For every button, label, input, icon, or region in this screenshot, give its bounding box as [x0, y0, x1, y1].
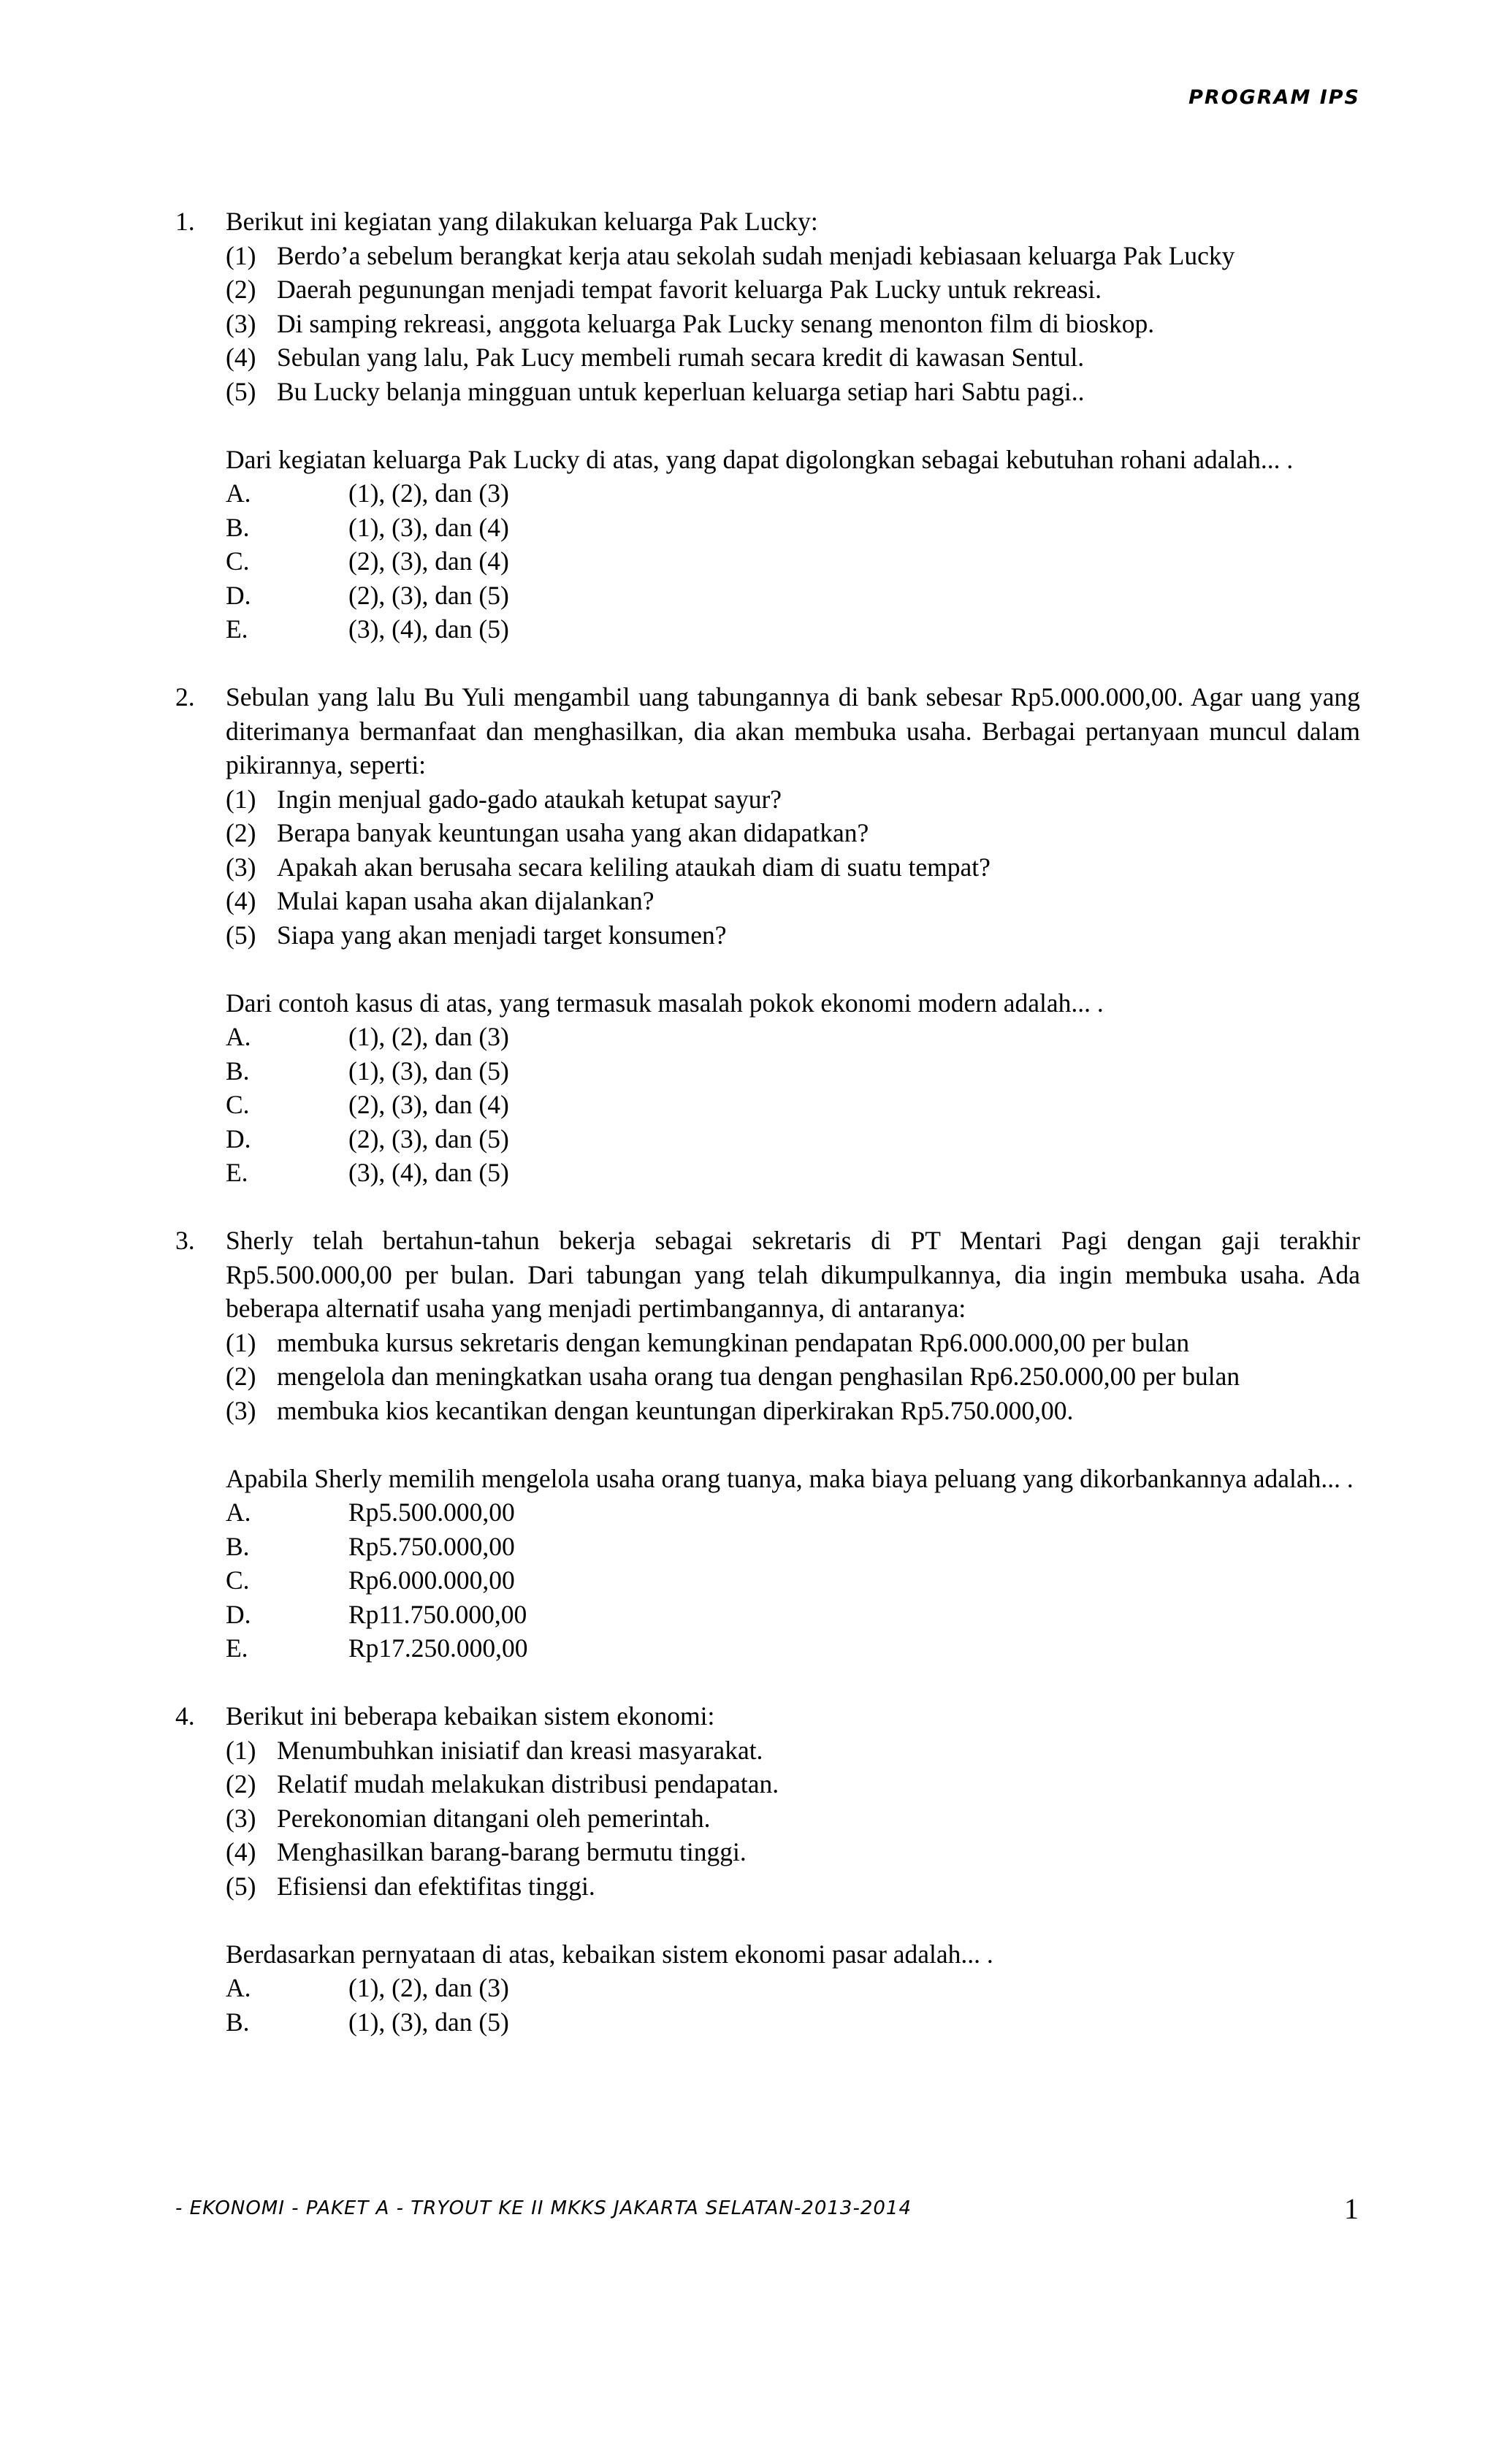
statement-number: (4)	[226, 1837, 256, 1866]
statement-number: (2)	[226, 275, 256, 304]
statement-item	[226, 816, 1360, 850]
statement-item	[226, 782, 1360, 817]
statement-item	[226, 850, 1360, 885]
option-text: (3), (4), dan (5)	[348, 1158, 509, 1187]
option-letter: A.	[226, 1022, 251, 1051]
answer-option-d[interactable]	[226, 1122, 1360, 1156]
statement-number: (1)	[226, 1735, 256, 1765]
page-number: 1	[1344, 2192, 1359, 2225]
statement-text: Berdo’a sebelum berangkat kerja atau sekolah sudah menjadi kebiasaan keluarga Pak Lucky	[277, 240, 1235, 270]
question-prompt: Dari contoh kasus di atas, yang termasuk masalah pokok ekonomi modern adalah... .	[226, 988, 1104, 1018]
answer-option-b[interactable]	[226, 2005, 1360, 2040]
statement-item	[226, 239, 1360, 273]
answer-option-a[interactable]	[226, 1495, 1360, 1530]
question-prompt: Apabila Sherly memilih mengelola usaha orang tuanya, maka biaya peluang yang dikorbankannya adalah... .	[226, 1463, 1354, 1493]
option-letter: E.	[226, 614, 248, 644]
statement-text: membuka kursus sekretaris dengan kemungkinan pendapatan Rp6.000.000,00 per bulan	[277, 1327, 1190, 1357]
option-letter: C.	[226, 1565, 250, 1595]
option-letter: A.	[226, 478, 251, 508]
answer-option-a[interactable]	[226, 1971, 1360, 2005]
statement-item	[226, 1394, 1360, 1428]
statement-text: Mulai kapan usaha akan dijalankan?	[277, 886, 654, 915]
statement-item	[226, 272, 1360, 307]
statement-text: Menghasilkan barang-barang bermutu tinggi.	[277, 1837, 747, 1866]
option-text: Rp6.000.000,00	[348, 1565, 515, 1595]
statement-number: (3)	[226, 852, 256, 882]
question-number: 4.	[175, 1701, 195, 1731]
option-letter: A.	[226, 1498, 251, 1527]
question-list	[175, 205, 1360, 2039]
statement-text: Efisiensi dan efektifitas tinggi.	[277, 1871, 595, 1901]
page-header: PROGRAM IPS	[1188, 86, 1360, 109]
statement-number: (3)	[226, 1803, 256, 1833]
statement-item	[226, 1733, 1360, 1768]
statement-number: (1)	[226, 1327, 256, 1357]
statement-item	[226, 884, 1360, 918]
answer-option-d[interactable]	[226, 579, 1360, 613]
answer-option-b[interactable]	[226, 1530, 1360, 1564]
page-footer	[175, 2192, 1359, 2225]
answer-option-e[interactable]	[226, 1631, 1360, 1666]
question-intro: Berikut ini beberapa kebaikan sistem ekonomi:	[226, 1701, 715, 1731]
option-letter: E.	[226, 1633, 248, 1663]
question-number: 3.	[175, 1226, 195, 1255]
option-text: (1), (2), dan (3)	[348, 1973, 509, 2002]
answer-option-b[interactable]	[226, 1054, 1360, 1088]
question-2	[175, 680, 1360, 1190]
answer-option-b[interactable]	[226, 511, 1360, 545]
statement-number: (4)	[226, 886, 256, 915]
option-letter: B.	[226, 2007, 250, 2037]
statement-text: Menumbuhkan inisiatif dan kreasi masyarakat.	[277, 1735, 763, 1765]
statement-item	[226, 1869, 1360, 1904]
question-1	[175, 205, 1360, 646]
statement-text: Sebulan yang lalu, Pak Lucy membeli rumah secara kredit di kawasan Sentul.	[277, 343, 1085, 372]
statement-number: (3)	[226, 1395, 256, 1425]
answer-option-c[interactable]	[226, 544, 1360, 579]
option-letter: E.	[226, 1158, 248, 1187]
statement-item	[226, 1767, 1360, 1801]
option-text: (2), (3), dan (4)	[348, 1090, 509, 1119]
statement-number: (3)	[226, 308, 256, 338]
option-text: (1), (3), dan (4)	[348, 512, 509, 542]
answer-option-e[interactable]	[226, 612, 1360, 646]
question-4	[175, 1699, 1360, 2039]
question-intro: Sebulan yang lalu Bu Yuli mengambil uang tabungannya di bank sebesar Rp5.000.000,00. Agar uang yang diterimanya bermanfaat dan menghasilkan, dia akan membuka usaha. Berbagai pertanyaan muncul dalam pikirannya, seperti:	[226, 682, 1360, 779]
option-letter: C.	[226, 1090, 250, 1119]
option-text: Rp5.500.000,00	[348, 1498, 515, 1527]
option-letter: C.	[226, 546, 250, 576]
question-intro: Berikut ini kegiatan yang dilakukan keluarga Pak Lucky:	[226, 207, 818, 236]
statement-item	[226, 375, 1360, 409]
statement-item	[226, 1801, 1360, 1836]
answer-option-c[interactable]	[226, 1563, 1360, 1598]
option-text: Rp11.750.000,00	[348, 1599, 527, 1629]
option-text: Rp5.750.000,00	[348, 1531, 515, 1561]
statement-text: Daerah pegunungan menjadi tempat favorit keluarga Pak Lucky untuk rekreasi.	[277, 275, 1102, 304]
statement-text: Berapa banyak keuntungan usaha yang akan didapatkan?	[277, 818, 869, 847]
statement-text: Di samping rekreasi, anggota keluarga Pak Lucky senang menonton film di bioskop.	[277, 308, 1155, 338]
statement-text: membuka kios kecantikan dengan keuntungan diperkirakan Rp5.750.000,00.	[277, 1395, 1074, 1425]
option-text: (2), (3), dan (5)	[348, 1124, 509, 1153]
statement-text: Relatif mudah melakukan distribusi pendapatan.	[277, 1769, 779, 1799]
question-number: 1.	[175, 207, 195, 236]
answer-option-a[interactable]	[226, 476, 1360, 511]
statement-number: (1)	[226, 784, 256, 814]
statement-item	[226, 1359, 1360, 1394]
answer-option-e[interactable]	[226, 1156, 1360, 1190]
footer-text: - EKONOMI - PAKET A - TRYOUT KE II MKKS JAKARTA SELATAN-2013-2014	[175, 2197, 912, 2219]
statement-number: (4)	[226, 343, 256, 372]
question-intro: Sherly telah bertahun-tahun bekerja sebagai sekretaris di PT Mentari Pagi dengan gaji terakhir Rp5.500.000,00 per bulan. Dari tabungan yang telah dikumpulkannya, dia ingin membuka usaha. Ada beberapa alternatif usaha yang menjadi pertimbangannya, di antaranya:	[226, 1226, 1360, 1323]
statement-number: (2)	[226, 1769, 256, 1799]
option-letter: B.	[226, 1056, 250, 1086]
question-prompt: Dari kegiatan keluarga Pak Lucky di atas, yang dapat digolongkan sebagai kebutuhan rohani adalah... .	[226, 444, 1294, 474]
option-letter: D.	[226, 1599, 251, 1629]
question-prompt: Berdasarkan pernyataan di atas, kebaikan sistem ekonomi pasar adalah... .	[226, 1939, 993, 1969]
statement-text: Ingin menjual gado-gado ataukah ketupat sayur?	[277, 784, 782, 814]
option-letter: A.	[226, 1973, 251, 2002]
option-text: (2), (3), dan (5)	[348, 580, 509, 610]
statement-number: (5)	[226, 376, 256, 406]
option-letter: D.	[226, 1124, 251, 1153]
question-3	[175, 1224, 1360, 1666]
statement-text: Siapa yang akan menjadi target konsumen?	[277, 920, 727, 950]
option-letter: B.	[226, 512, 250, 542]
option-text: (2), (3), dan (4)	[348, 546, 509, 576]
statement-text: Bu Lucky belanja mingguan untuk keperluan keluarga setiap hari Sabtu pagi..	[277, 376, 1085, 406]
option-text: (1), (3), dan (5)	[348, 1056, 509, 1086]
option-text: Rp17.250.000,00	[348, 1633, 528, 1663]
statement-item	[226, 1835, 1360, 1869]
statement-text: Apakah akan berusaha secara keliling ataukah diam di suatu tempat?	[277, 852, 991, 882]
statement-item	[226, 307, 1360, 341]
question-number: 2.	[175, 682, 195, 712]
option-letter: B.	[226, 1531, 250, 1561]
statement-text: Perekonomian ditangani oleh pemerintah.	[277, 1803, 711, 1833]
statement-number: (1)	[226, 240, 256, 270]
option-letter: D.	[226, 580, 251, 610]
option-text: (3), (4), dan (5)	[348, 614, 509, 644]
statement-item	[226, 1326, 1360, 1360]
answer-option-c[interactable]	[226, 1088, 1360, 1122]
statement-number: (2)	[226, 1362, 256, 1391]
statement-number: (5)	[226, 1871, 256, 1901]
statement-item	[226, 918, 1360, 953]
option-text: (1), (2), dan (3)	[348, 1022, 509, 1051]
option-text: (1), (3), dan (5)	[348, 2007, 509, 2037]
option-text: (1), (2), dan (3)	[348, 478, 509, 508]
statement-text: mengelola dan meningkatkan usaha orang tua dengan penghasilan Rp6.250.000,00 per bulan	[277, 1362, 1240, 1391]
statement-number: (5)	[226, 920, 256, 950]
statement-number: (2)	[226, 818, 256, 847]
answer-option-d[interactable]	[226, 1598, 1360, 1632]
statement-item	[226, 340, 1360, 375]
answer-option-a[interactable]	[226, 1020, 1360, 1054]
